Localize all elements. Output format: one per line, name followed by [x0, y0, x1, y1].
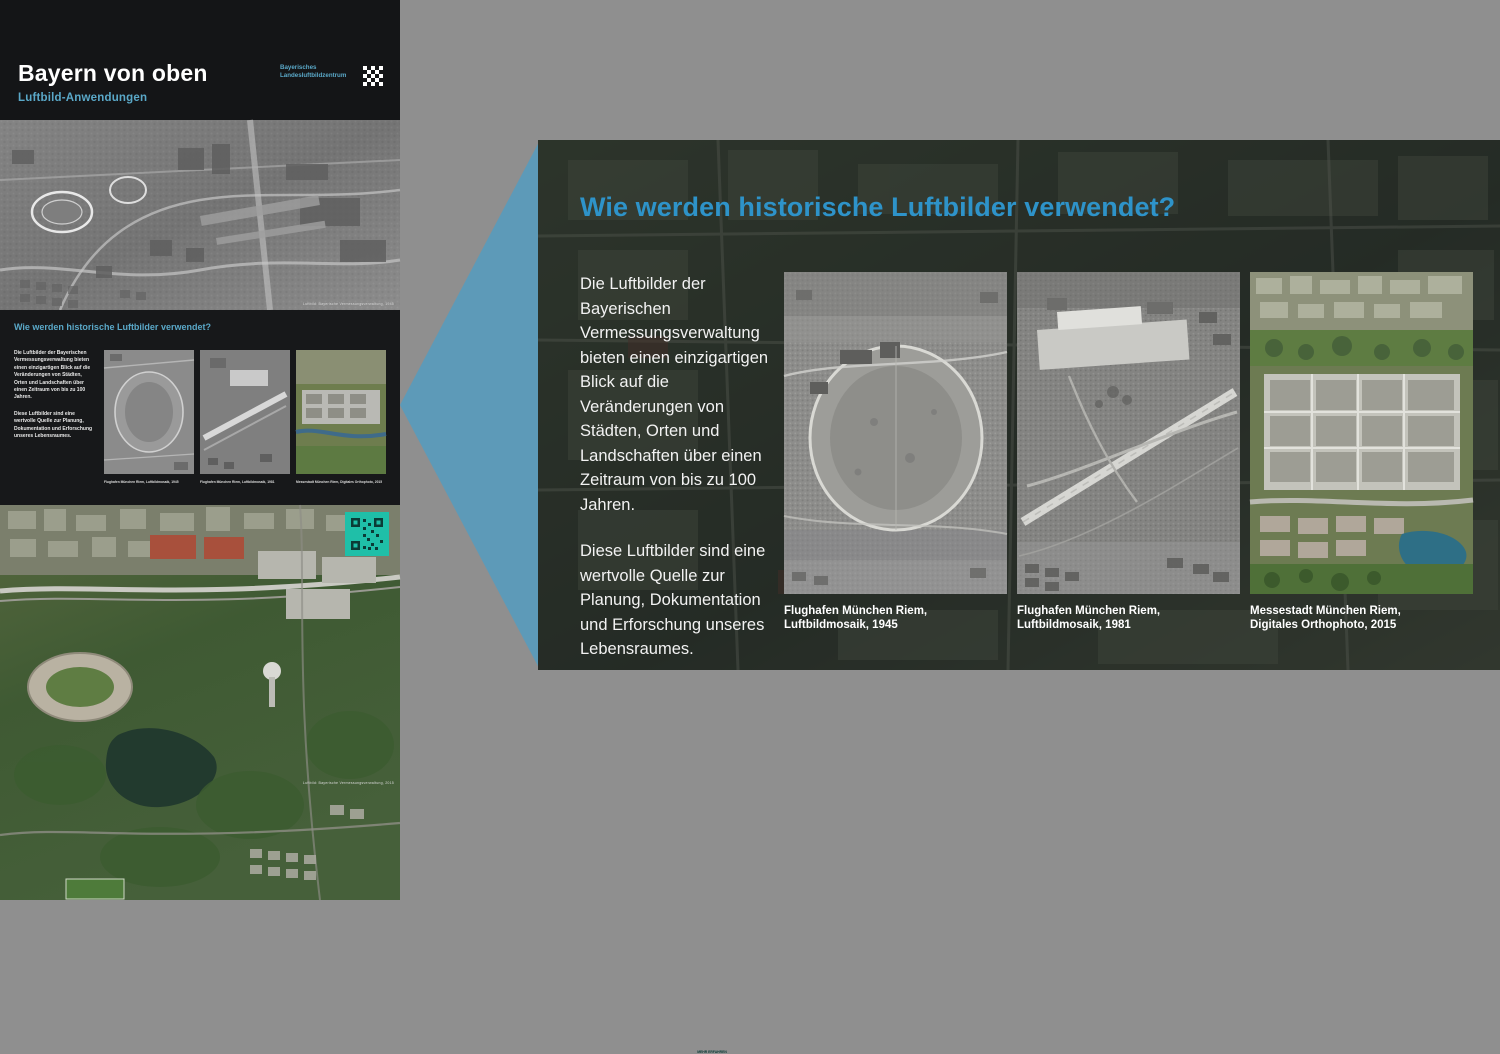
detail-image-1981[interactable] [1017, 272, 1240, 594]
poster-bottom-image-caption: Luftbild: Bayerische Vermessungsverwaltung, 2015 [302, 781, 394, 785]
agency-logo-line2: Landesluftbildzentrum [280, 71, 347, 79]
historic-aerial-graphic [0, 120, 400, 310]
detail-caption-1 [784, 604, 1007, 632]
poster-section-heading: Wie werden historische Luftbilder verwendet? [14, 322, 211, 332]
detail-caption-1-line2: Luftbildmosaik, 1945 [784, 619, 898, 631]
detail-caption-2 [1017, 604, 1240, 632]
detail-image-item-2 [1017, 272, 1240, 631]
detail-image-2015[interactable] [1250, 272, 1473, 594]
agency-logo [279, 64, 384, 98]
orthophoto-graphic [0, 505, 400, 900]
qr-code-label: MEHR ERFAHREN [697, 1050, 727, 1054]
detail-image-item-1 [784, 272, 1007, 631]
detail-caption-1-line1: Flughafen München Riem, [784, 605, 928, 617]
poster-thumb-caption-2: Flughafen München Riem, Luftbildmosaik, 1981 [200, 480, 275, 484]
poster-paragraph-1: Die Luftbilder der Bayerischen Vermessungsverwaltung bieten einen einzigartigen Blick auf die Veränderungen von Städten, Orten und Landschaften über einen Zeitraum von bis zu 100 Jahren. [14, 350, 91, 401]
detail-caption-2-line2: Luftbildmosaik, 1981 [1017, 619, 1131, 631]
agency-logo-line1: Bayerisches [280, 64, 317, 71]
poster-modern-orthophoto-image [0, 505, 400, 900]
poster-section-text [14, 350, 96, 449]
agency-logo-text [280, 64, 358, 79]
poster-thumbnail-2015 [296, 350, 386, 474]
callout-connector [400, 140, 540, 670]
detail-body-text [580, 272, 780, 684]
bavarian-crown-icon [362, 64, 384, 92]
poster-historic-aerial-image [0, 120, 400, 310]
poster-top-image-caption: Luftbild: Bayerische Vermessungsverwaltung, 1945 [302, 302, 394, 306]
poster-section [0, 310, 400, 505]
poster-thumb-caption-1: Flughafen München Riem, Luftbildmosaik, 1945 [104, 480, 179, 484]
detail-panel [538, 140, 1500, 670]
poster-header [0, 0, 400, 120]
detail-image-1945[interactable] [784, 272, 1007, 594]
poster-thumb-caption-3: Messestadt München Riem, Digitales Orthophoto, 2015 [296, 480, 383, 484]
detail-caption-3-line1: Messestadt München Riem, [1250, 605, 1401, 617]
poster-thumbnail-row [104, 350, 388, 478]
detail-caption-3 [1250, 604, 1473, 632]
detail-image-item-3 [1250, 272, 1473, 631]
qr-code-icon [349, 516, 385, 552]
detail-paragraph-2: Diese Luftbilder sind eine wertvolle Quelle zur Planung, Dokumentation und Erforschung unseres Lebensraumes. [580, 542, 766, 658]
poster-paragraph-2: Diese Luftbilder sind eine wertvolle Quelle zur Planung, Dokumentation und Erforschung unseres Lebensraumes. [14, 410, 93, 440]
detail-title: Wie werden historische Luftbilder verwendet? [580, 192, 1176, 222]
poster-title: Bayern von oben [18, 60, 208, 86]
poster-panel [0, 0, 727, 1054]
poster-thumbnail-1981 [200, 350, 290, 474]
detail-image-row [784, 272, 1474, 631]
left-pointing-callout-arrow-icon [400, 140, 540, 670]
detail-paragraph-1: Die Luftbilder der Bayerischen Vermessungsverwaltung bieten einen einzigartigen Blick auf die Veränderungen von Städten, Orten und Landschaften über einen Zeitraum von bis zu 100 Jahren. [580, 275, 769, 514]
poster-subtitle: Luftbild-Anwendungen [18, 92, 148, 104]
poster-thumbnail-1945 [104, 350, 194, 474]
detail-caption-3-line2: Digitales Orthophoto, 2015 [1250, 619, 1397, 631]
detail-caption-2-line1: Flughafen München Riem, [1017, 605, 1161, 617]
